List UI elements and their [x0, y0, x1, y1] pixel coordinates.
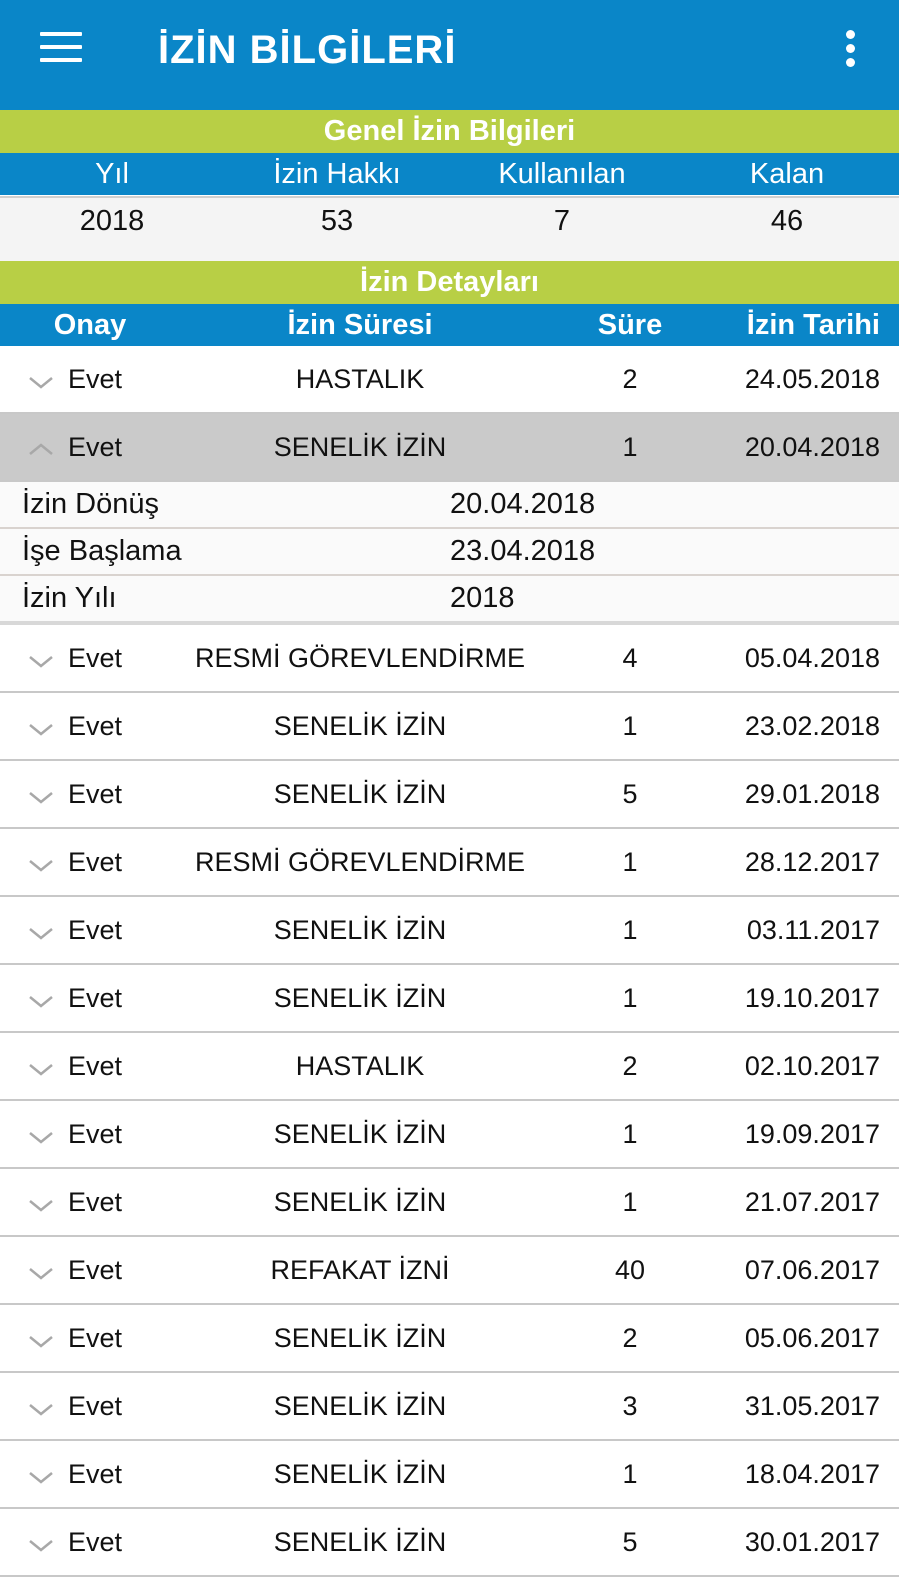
chevron-down-icon[interactable]: [28, 919, 54, 939]
row-date: 24.05.2018: [744, 364, 880, 394]
leave-row[interactable]: [0, 414, 899, 482]
row-approval: Evet: [68, 915, 123, 945]
leave-row[interactable]: [0, 1237, 899, 1305]
row-date: 31.05.2017: [744, 1391, 880, 1421]
chevron-down-icon[interactable]: [28, 715, 54, 735]
chevron-down-icon[interactable]: [28, 987, 54, 1007]
row-date: 29.01.2018: [744, 779, 880, 809]
row-date: 20.04.2018: [744, 432, 880, 462]
detail-value: 23.04.2018: [450, 535, 596, 567]
row-duration: 4: [622, 643, 638, 673]
row-date: 02.10.2017: [744, 1051, 880, 1081]
row-leave-type: SENELİK İZİN: [273, 1527, 447, 1557]
row-duration: 5: [622, 1527, 638, 1557]
row-leave-type: SENELİK İZİN: [273, 1391, 447, 1421]
detail-info-row: [0, 529, 899, 576]
row-date: 28.12.2017: [744, 847, 880, 877]
row-date: 19.10.2017: [744, 983, 880, 1013]
row-duration: 2: [622, 1323, 638, 1353]
row-duration: 5: [622, 779, 638, 809]
expanded-detail-panel: [0, 482, 899, 625]
row-leave-type: SENELİK İZİN: [273, 1119, 447, 1149]
page-title: İZİN BİLGİLERİ: [158, 28, 457, 72]
row-date: 21.07.2017: [744, 1187, 880, 1217]
leave-row[interactable]: [0, 1373, 899, 1441]
row-approval: Evet: [68, 847, 123, 877]
detail-value: 20.04.2018: [450, 488, 596, 520]
chevron-down-icon[interactable]: [28, 647, 54, 667]
chevron-down-icon[interactable]: [28, 368, 54, 388]
detail-info-row: [0, 576, 899, 621]
chevron-down-icon[interactable]: [28, 1259, 54, 1279]
row-leave-type: REFAKAT İZNİ: [270, 1255, 450, 1285]
row-approval: Evet: [68, 432, 123, 462]
detail-value: 2018: [450, 582, 515, 614]
leave-row[interactable]: [0, 1033, 899, 1101]
leave-row[interactable]: [0, 829, 899, 897]
row-date: 23.02.2018: [744, 711, 880, 741]
row-leave-type: SENELİK İZİN: [273, 432, 447, 462]
chevron-down-icon[interactable]: [28, 1191, 54, 1211]
row-duration: 1: [622, 847, 638, 877]
row-date: 19.09.2017: [744, 1119, 880, 1149]
row-approval: Evet: [68, 1459, 123, 1489]
details-header: [0, 304, 899, 346]
leave-row[interactable]: [0, 625, 899, 693]
row-leave-type: RESMİ GÖREVLENDİRME: [194, 643, 526, 673]
row-leave-type: SENELİK İZİN: [273, 711, 447, 741]
row-duration: 1: [622, 1459, 638, 1489]
row-approval: Evet: [68, 1187, 123, 1217]
row-duration: 2: [622, 1051, 638, 1081]
details-header-type: İzin Süresi: [287, 309, 433, 341]
summary-used-value: 7: [553, 205, 571, 237]
row-approval: Evet: [68, 1391, 123, 1421]
row-approval: Evet: [68, 779, 123, 809]
row-duration: 1: [622, 432, 638, 462]
chevron-down-icon[interactable]: [28, 1123, 54, 1143]
row-date: 05.06.2017: [744, 1323, 880, 1353]
chevron-down-icon[interactable]: [28, 1395, 54, 1415]
leave-row[interactable]: [0, 693, 899, 761]
row-duration: 1: [622, 711, 638, 741]
row-approval: Evet: [68, 1119, 123, 1149]
leave-list: [0, 346, 899, 1577]
row-duration: 3: [622, 1391, 638, 1421]
row-leave-type: SENELİK İZİN: [273, 779, 447, 809]
summary-header-remaining: Kalan: [749, 158, 825, 190]
summary-remaining-value: 46: [770, 205, 804, 237]
detail-info-row: [0, 482, 899, 529]
app-bar: [0, 0, 899, 110]
summary-header-entitlement: İzin Hakkı: [273, 158, 401, 190]
leave-row[interactable]: [0, 1101, 899, 1169]
row-leave-type: SENELİK İZİN: [273, 915, 447, 945]
row-date: 03.11.2017: [746, 915, 880, 945]
row-approval: Evet: [68, 1255, 123, 1285]
detail-label: İzin Yılı: [22, 582, 117, 614]
row-approval: Evet: [68, 711, 123, 741]
leave-row[interactable]: [0, 897, 899, 965]
chevron-down-icon[interactable]: [28, 1531, 54, 1551]
summary-section-title: Genel İzin Bilgileri: [0, 110, 899, 153]
row-duration: 1: [622, 915, 638, 945]
leave-row[interactable]: [0, 965, 899, 1033]
row-leave-type: SENELİK İZİN: [273, 1187, 447, 1217]
detail-label: İşe Başlama: [22, 535, 182, 567]
chevron-down-icon[interactable]: [28, 1055, 54, 1075]
summary-header: [0, 153, 899, 195]
summary-header-year: Yıl: [95, 158, 129, 190]
leave-row[interactable]: [0, 1441, 899, 1509]
leave-row[interactable]: [0, 1169, 899, 1237]
leave-row[interactable]: [0, 346, 899, 414]
row-duration: 1: [622, 1187, 638, 1217]
row-duration: 1: [622, 1119, 638, 1149]
row-approval: Evet: [68, 1323, 123, 1353]
chevron-down-icon[interactable]: [28, 1463, 54, 1483]
summary-entitlement-value: 53: [320, 205, 354, 237]
row-approval: Evet: [68, 983, 123, 1013]
row-duration: 2: [622, 364, 638, 394]
hamburger-menu-icon[interactable]: [40, 32, 82, 62]
row-date: 05.04.2018: [744, 643, 880, 673]
details-header-approval: Onay: [53, 309, 127, 341]
details-header-date: İzin Tarihi: [746, 309, 880, 341]
summary-year-value: 2018: [79, 205, 145, 237]
leave-row[interactable]: [0, 761, 899, 829]
row-approval: Evet: [68, 1527, 123, 1557]
chevron-down-icon[interactable]: [28, 1327, 54, 1347]
row-leave-type: SENELİK İZİN: [273, 983, 447, 1013]
more-vertical-icon[interactable]: [840, 28, 862, 70]
row-leave-type: HASTALIK: [295, 1051, 425, 1081]
summary-values: [0, 196, 899, 262]
row-date: 30.01.2017: [744, 1527, 880, 1557]
row-leave-type: RESMİ GÖREVLENDİRME: [194, 847, 526, 877]
details-header-duration: Süre: [597, 309, 663, 341]
row-leave-type: HASTALIK: [295, 364, 425, 394]
row-duration: 40: [614, 1255, 646, 1285]
row-approval: Evet: [68, 643, 123, 673]
leave-row[interactable]: [0, 1305, 899, 1373]
row-approval: Evet: [68, 364, 123, 394]
row-date: 07.06.2017: [744, 1255, 880, 1285]
row-duration: 1: [622, 983, 638, 1013]
chevron-down-icon[interactable]: [28, 851, 54, 871]
row-approval: Evet: [68, 1051, 123, 1081]
chevron-down-icon[interactable]: [28, 783, 54, 803]
detail-label: İzin Dönüş: [22, 488, 160, 520]
summary-header-used: Kullanılan: [498, 158, 626, 190]
details-section-title: İzin Detayları: [0, 261, 899, 304]
row-date: 18.04.2017: [744, 1459, 880, 1489]
chevron-up-icon[interactable]: [28, 436, 54, 456]
row-leave-type: SENELİK İZİN: [273, 1323, 447, 1353]
leave-row[interactable]: [0, 1509, 899, 1577]
row-leave-type: SENELİK İZİN: [273, 1459, 447, 1489]
